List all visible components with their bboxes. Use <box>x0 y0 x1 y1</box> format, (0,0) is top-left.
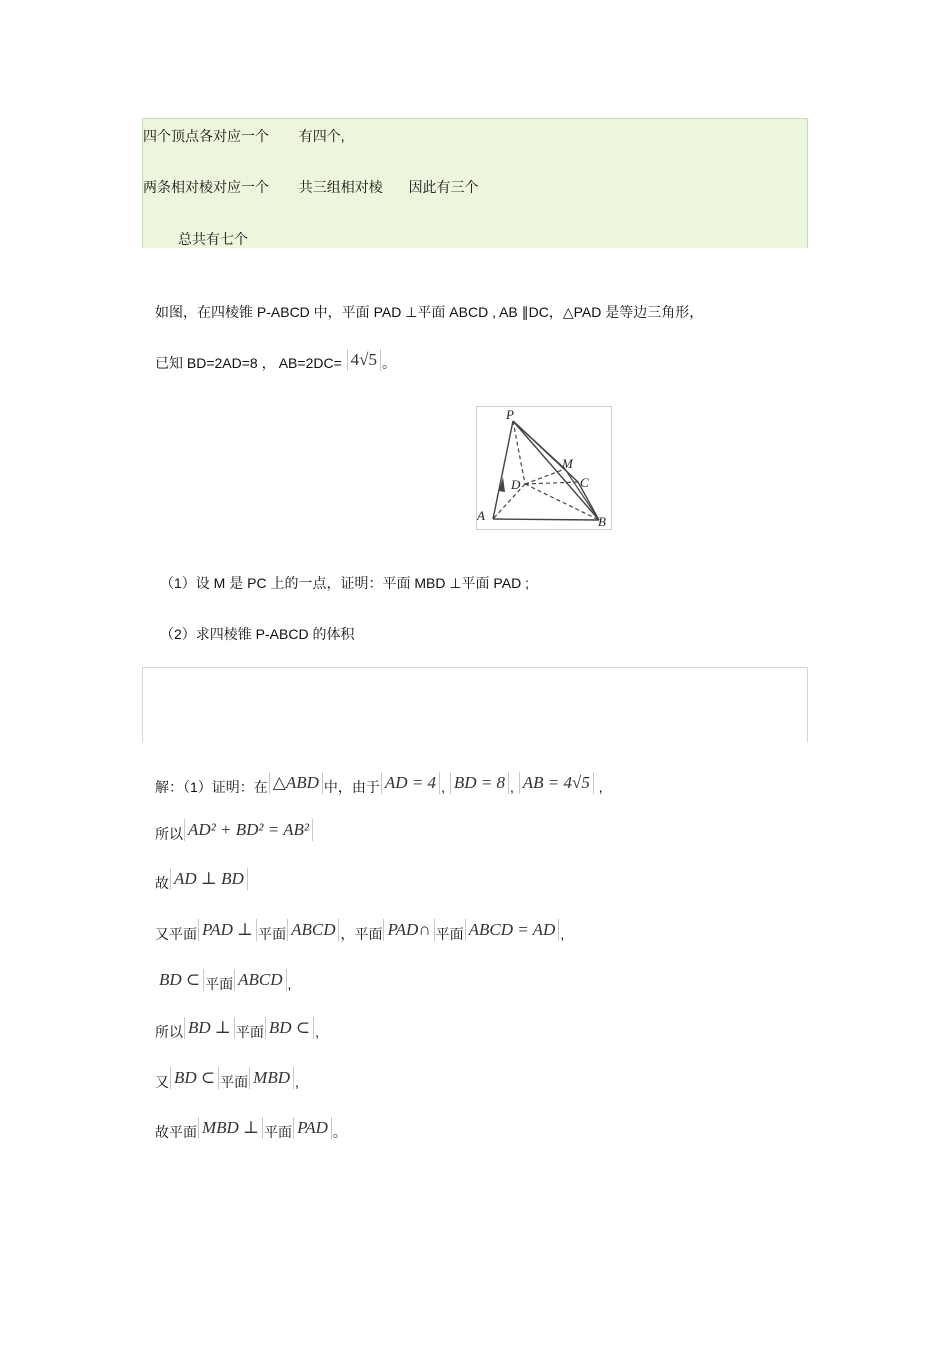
comma: , <box>294 1074 299 1090</box>
math-MBD: MBD <box>249 1067 294 1089</box>
sol-text: 又平面 <box>155 926 197 942</box>
solution-line-7 <box>155 1068 299 1094</box>
math-MBD-perp: MBD ⊥ <box>198 1117 263 1139</box>
edge-PA <box>493 421 513 519</box>
solution-line-6 <box>155 1018 319 1044</box>
sol-text: 所以 <box>155 1024 183 1040</box>
sol-text: 所以 <box>155 826 183 842</box>
pyramid-diagram <box>477 407 611 529</box>
comma: , <box>560 926 565 942</box>
solution-line-8 <box>155 1118 347 1144</box>
math-BD-eq-8: BD = 8 <box>450 772 509 794</box>
problem-text: 已知 BD=2AD=8 ， AB=2DC= <box>155 355 342 371</box>
comma: , <box>509 779 514 795</box>
sol-text: 平面 <box>258 926 287 942</box>
comma: , <box>315 1024 319 1040</box>
math-BD-subset: BD ⊂ <box>170 1067 219 1089</box>
math-BD-perp: BD ⊥ <box>184 1017 235 1039</box>
pyramid-figure <box>476 406 612 530</box>
sol-text: 解：（1）证明：在 <box>155 779 268 795</box>
solution-line-4 <box>155 920 565 946</box>
sol-text: 故 <box>155 875 169 891</box>
comma: , <box>598 779 603 795</box>
edge-PM <box>513 421 565 469</box>
question-1: （1）设 M 是 PC 上的一点，证明：平面 MBD ⊥平面 PAD ; <box>160 575 529 591</box>
label-A: A <box>477 508 485 523</box>
note-text: 四个顶点各对应一个 <box>143 128 269 144</box>
sol-text: 平面 <box>264 1124 293 1140</box>
label-M: M <box>562 456 573 471</box>
math-ABCD: ABCD <box>234 969 286 991</box>
label-B: B <box>598 514 606 529</box>
math-PAD-perp: PAD ⊥ <box>198 919 257 941</box>
sol-text: 平面 <box>435 926 464 942</box>
math-triangle-ABD: △ABD <box>269 772 323 794</box>
label-C: C <box>580 475 589 490</box>
question-2: （2）求四棱锥 P-ABCD 的体积 <box>160 626 355 642</box>
math-AB-eq-4sqrt5: AB = 4√5 <box>519 772 594 794</box>
solution-line-1 <box>155 773 603 799</box>
note-line-2 <box>143 177 479 197</box>
math-BD-subset: BD ⊂ <box>156 969 204 991</box>
math-AD-perp-BD: AD ⊥ BD <box>170 868 248 890</box>
problem-line-1: 如图，在四棱锥 P-ABCD 中，平面 PAD ⊥平面 ABCD , AB ∥DC，△PAD 是等边三角形， <box>155 304 704 320</box>
sol-text: ，平面 <box>340 926 383 942</box>
comma: , <box>287 976 292 992</box>
note-text: 有四个, <box>298 128 345 144</box>
sol-text: 故平面 <box>155 1124 197 1140</box>
edge-DM <box>525 469 565 484</box>
math-pythagoras: AD² + BD² = AB² <box>184 819 313 841</box>
sol-text: 又 <box>155 1074 169 1090</box>
math-AD-eq-4: AD = 4 <box>381 772 440 794</box>
comma: , <box>441 779 445 795</box>
sol-text: 中，由于 <box>323 779 380 795</box>
sol-text: 平面 <box>220 1074 249 1090</box>
label-P: P <box>506 407 514 422</box>
edge-DC <box>525 482 578 484</box>
answer-box <box>142 667 808 742</box>
edge-AB <box>493 519 599 520</box>
note-text: 两条相对棱对应一个 <box>143 179 269 195</box>
period: 。 <box>382 355 396 371</box>
math-4sqrt5: 4√5 <box>347 349 381 371</box>
label-D: D <box>511 477 521 492</box>
math-ABCD: ABCD <box>287 919 339 941</box>
problem-line-2 <box>155 350 396 375</box>
math-PAD-cap: PAD∩ <box>383 919 434 941</box>
note-text: 共三组相对棱 <box>298 179 383 195</box>
note-text: 因此有三个 <box>408 179 479 195</box>
sol-text: 平面 <box>235 1024 264 1040</box>
math-BD-subset: BD ⊂ <box>265 1017 314 1039</box>
solution-line-2 <box>155 820 314 846</box>
period: 。 <box>332 1124 347 1140</box>
sol-text: 平面 <box>205 976 234 992</box>
math-ABCD-eq-AD: ABCD = AD <box>465 919 560 941</box>
solution-line-3 <box>155 869 249 895</box>
edge-PB <box>513 421 599 520</box>
math-PAD: PAD <box>293 1117 332 1139</box>
solution-line-5 <box>155 970 292 996</box>
note-line-3: 总共有七个 <box>178 231 248 247</box>
note-line-1 <box>143 126 345 146</box>
